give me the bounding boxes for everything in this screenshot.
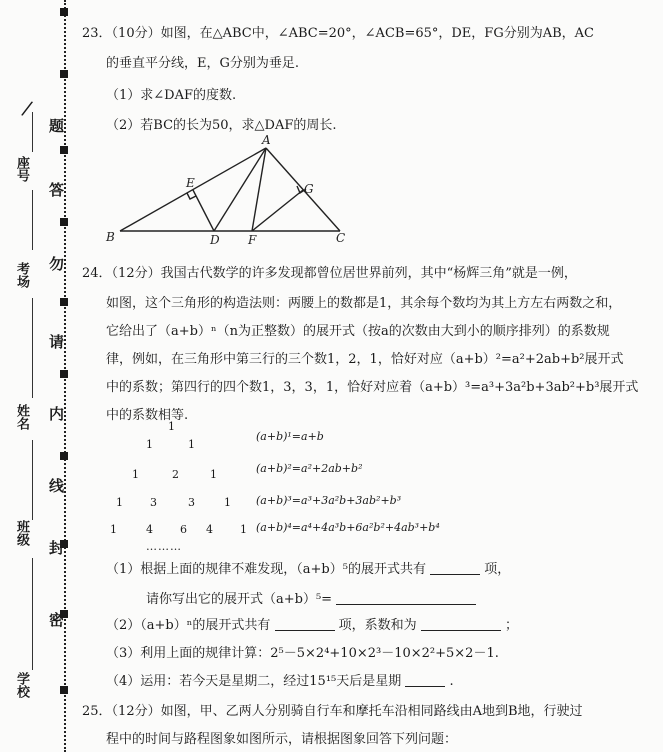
segment-ac	[266, 148, 340, 231]
q24-stem-line5: 中的系数；第四行的四个数1，3，3，1，恰好对应着（a+b）³=a³+3a²b+3ab²+b³展开式	[106, 380, 639, 395]
point-f-label: F	[248, 233, 257, 247]
q24-stem-line6: 中的系数相等.	[106, 408, 189, 423]
q24-stem-line4: 律，例如，在三角形中第三行的三个数1，2，1，恰好对应（a+b）²=a²+2ab+b²展开式	[106, 352, 624, 367]
binding-margin: 题 答 勿 请 内 线 封 密 / 座号 考场 姓名 班级 学校	[0, 0, 86, 752]
q24-sub2: （2）（a+b）ⁿ的展开式共有 项，系数和为 ；	[106, 618, 518, 633]
q24-stem-line3: 它给出了（a+b）ⁿ（n为正整数）的展开式（按a的次数由大到小的顺序排列）的系数规	[106, 324, 610, 339]
triangle-number: 2	[172, 468, 179, 481]
q24-sub1-a: （1）根据上面的规律不难发现，（a+b）⁵的展开式共有 项，	[106, 562, 511, 577]
answer-blank[interactable]	[430, 562, 480, 575]
q23-stem-line1: 23．（10分）如图，在△ABC中，∠ABC=20°，∠ACB=65°，DE，FG分别为AB，AC	[82, 26, 594, 41]
triangle-dots: ………	[146, 540, 182, 553]
segment-ed	[193, 190, 214, 231]
q24-sub1-b: 请你写出它的展开式（a+b）⁵=	[146, 588, 476, 607]
triangle-number: 1	[116, 496, 123, 509]
answer-blank[interactable]	[336, 592, 476, 605]
q24-sub3: （3）利用上面的规律计算：2⁵－5×2⁴+10×2³－10×2²+5×2－1.	[106, 646, 499, 661]
seat-number-label: 座号	[14, 156, 29, 182]
q24-stem-line1: 24．（12分）我国古代数学的许多发现都曾位居世界前列，其中“杨辉三角”就是一例，	[82, 266, 577, 281]
seal-char: 密	[47, 612, 65, 628]
school-label: 学校	[14, 672, 29, 698]
point-b-label: B	[106, 230, 115, 244]
q24-sub4: （4）运用：若今天是星期二，经过15¹⁵天后是星期 .	[106, 674, 454, 689]
triangle-number: 1	[110, 523, 117, 536]
q23-part1: （1）求∠DAF的度数.	[106, 88, 237, 103]
triangle-number: 1	[168, 420, 175, 433]
exam-room-label: 考场	[14, 262, 29, 288]
class-label: 班级	[14, 520, 29, 546]
seal-char: 勿	[47, 256, 65, 272]
triangle-number: 1	[224, 496, 231, 509]
seal-char: 答	[47, 182, 65, 198]
expansion-n4: (a+b)⁴=a⁴+4a³b+6a²b²+4ab³+b⁴	[256, 521, 440, 534]
point-g-label: G	[304, 182, 314, 196]
triangle-number: 1	[188, 438, 195, 451]
answer-blank[interactable]	[275, 618, 335, 631]
q24-stem-line2: 如图，这个三角形的构造法则：两腰上的数都是1，其余每个数均为其上方左右两数之和，	[106, 296, 622, 311]
expansion-n1: (a+b)¹=a+b	[256, 430, 324, 443]
answer-blank[interactable]	[421, 618, 501, 631]
seal-char: 内	[47, 406, 65, 422]
q23-stem-line2: 的垂直平分线，E，G分别为垂足.	[106, 56, 300, 71]
triangle-number: 1	[146, 438, 153, 451]
triangle-number: 1	[240, 523, 247, 536]
triangle-number: 6	[180, 523, 187, 536]
point-c-label: C	[336, 231, 346, 245]
segment-gf	[252, 190, 303, 231]
triangle-number: 3	[188, 496, 195, 509]
q25-stem-line1: 25．（12分）如图，甲、乙两人分别骑自行车和摩托车沿相同路线由A地到B地，行驶过	[82, 704, 583, 719]
segment-ad	[214, 148, 266, 231]
triangle-number: 4	[206, 523, 213, 536]
point-a-label: A	[262, 133, 271, 147]
triangle-number: 3	[150, 496, 157, 509]
seal-char: 线	[47, 478, 65, 494]
answer-blank[interactable]	[405, 674, 445, 687]
expansion-n2: (a+b)²=a²+2ab+b²	[256, 462, 363, 475]
seal-char: 封	[47, 540, 65, 556]
triangle-number: 4	[146, 523, 153, 536]
seal-char: 请	[47, 334, 65, 350]
q25-stem-line2: 程中的时间与路程图象如图所示，请根据图象回答下列问题：	[106, 732, 458, 747]
triangle-number: 1	[132, 468, 139, 481]
triangle-number: 1	[210, 468, 217, 481]
q23-part2: （2）若BC的长为50，求△DAF的周长.	[106, 118, 337, 133]
point-d-label: D	[210, 233, 220, 247]
name-label: 姓名	[14, 404, 29, 430]
seal-char: 题	[47, 118, 65, 134]
point-e-label: E	[186, 176, 195, 190]
expansion-n3: (a+b)³=a³+3a²b+3ab²+b³	[256, 494, 402, 507]
